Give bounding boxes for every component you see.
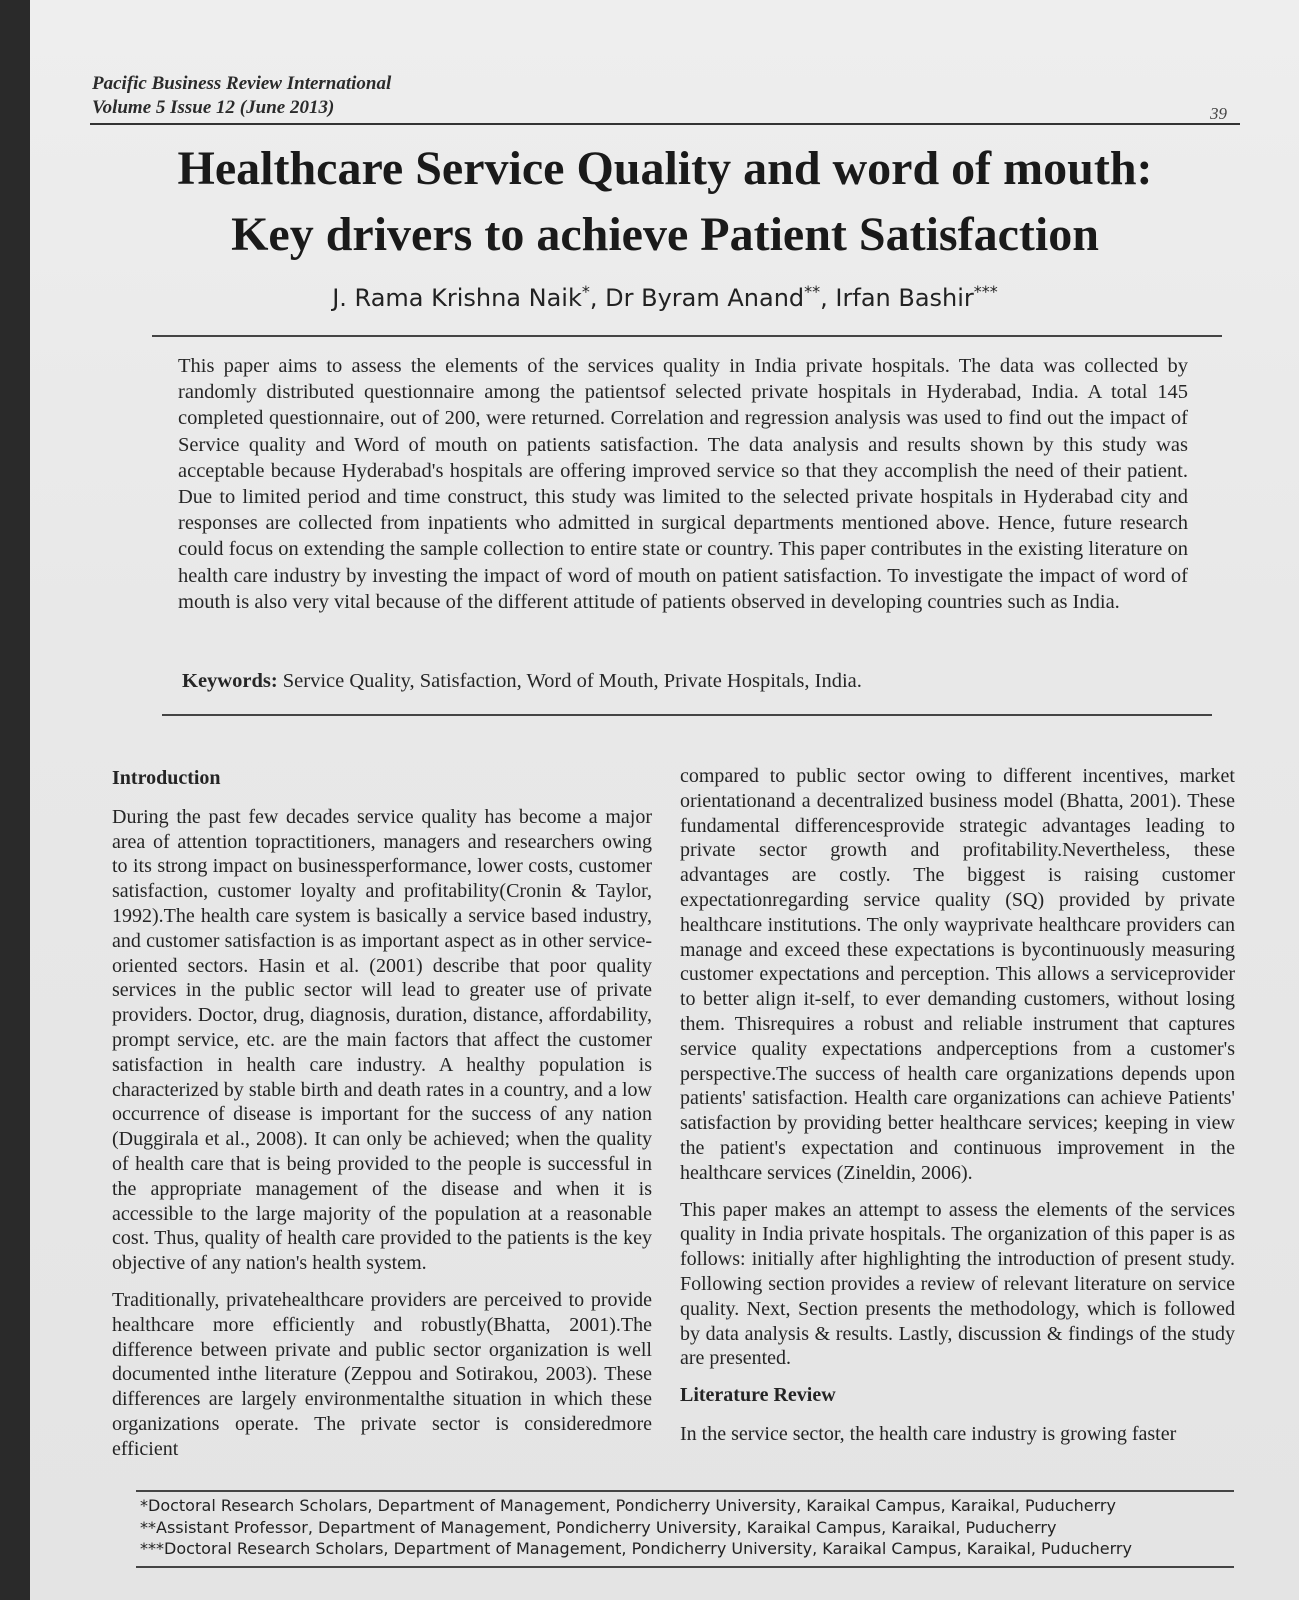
footnote-3: ***Doctoral Research Scholars, Department of Management, Pondicherry University, Karaikal Campus, Karaikal, Puducherry: [140, 1539, 1132, 1558]
title-line-1: Healthcare Service Quality and word of mouth:: [177, 142, 1153, 195]
author-separator: ,: [820, 284, 836, 312]
title-line-2: Key drivers to achieve Patient Satisfaction: [231, 208, 1099, 261]
abstract-top-rule: [152, 335, 1222, 337]
paragraph: Traditionally, privatehealthcare providers are perceived to provide healthcare more efficiently and robustly(Bhatta, 2001).The difference between private and public sector organization is well documented inthe literature (Zeppou and Sotirakou, 2003). These differences are largely environmentalthe situation in which these organizations operate. The private sector is consideredmore efficient: [112, 1288, 652, 1460]
abstract: This paper aims to assess the elements of the services quality in India private hospitals. The data was collected by randomly distributed questionnaire among the patientsof selected private hospitals in Hyderabad, India. A total 145 completed questionnaire, out of 200, were returned. Correlation and regression analysis was used to find out the impact of Service quality and Word of mouth on patients satisfaction. The data analysis and results shown by this study was acceptable because Hyderabad's hospitals are offering improved service so that they accomplish the need of their patient. Due to limited period and time construct, this study was limited to the selected private hospitals in Hyderabad city and responses are collected from inpatients who admitted in surgical departments mentioned above. Hence, future research could focus on extending the sample collection to entire state or country. This paper contributes in the existing literature on health care industry by investing the impact of word of mouth on patient satisfaction. To investigate the impact of word of mouth is also very vital because of the different attitude of patients observed in developing countries such as India.: [178, 355, 1188, 613]
author-2: Dr Byram Anand: [605, 284, 805, 312]
footnote-top-rule: [136, 1490, 1234, 1492]
author-3: Irfan Bashir: [835, 284, 974, 312]
paragraph: In the service sector, the health care industry is growing faster: [680, 1422, 1177, 1445]
paper-title: [90, 136, 1240, 268]
journal-header: [92, 72, 1232, 120]
author-3-mark: ***: [973, 282, 998, 301]
section-heading-literature-review: Literature Review: [680, 1384, 836, 1407]
journal-name: Pacific Business Review International: [92, 73, 392, 94]
author-1: J. Rama Krishna Naik: [332, 284, 582, 312]
author-separator: ,: [589, 284, 606, 312]
author-1-mark: *: [581, 282, 590, 301]
right-column: [680, 764, 1235, 1459]
journal-volume: Volume 5 Issue 12 (June 2013): [92, 97, 335, 118]
keywords-label: Keywords:: [182, 670, 278, 692]
footnote-1: *Doctoral Research Scholars, Department of Management, Pondicherry University, Karaikal Campus, Karaikal, Puducherry: [140, 1496, 1116, 1515]
left-column: [112, 766, 652, 1474]
keywords-text: Service Quality, Satisfaction, Word of Mouth, Private Hospitals, India.: [277, 670, 862, 692]
section-heading-introduction: Introduction: [112, 767, 221, 789]
footnote-2: **Assistant Professor, Department of Management, Pondicherry University, Karaikal Campus, Karaikal, Puducherry: [140, 1517, 1057, 1537]
keywords: [182, 670, 1182, 693]
paper-page: [30, 0, 1299, 1600]
paragraph: This paper makes an attempt to assess the elements of the services quality in India private hospitals. The organization of this paper is as follows: initially after highlighting the introduction of present study. Following section provides a review of relevant literature on service quality. Next, Section presents the methodology, which is followed by data analysis & results. Lastly, discussion & findings of the study are presented.: [680, 1198, 1235, 1370]
page-number: 39: [1210, 104, 1227, 123]
author-list: [90, 282, 1240, 312]
footnotes: [140, 1495, 1240, 1560]
abstract-bottom-rule: [162, 714, 1212, 716]
footnote-bottom-rule: [136, 1566, 1234, 1568]
header-rule: [90, 123, 1240, 125]
author-2-mark: **: [804, 282, 821, 301]
paragraph: compared to public sector owing to different incentives, market orientationand a decentralized business model (Bhatta, 2001). These fundamental differencesprovide strategic advantages leading to private sector growth and profitability.Nevertheless, these advantages are costly. The biggest is raising customer expectationregarding service quality (SQ) provided by private healthcare institutions. The only wayprivate healthcare providers can manage and exceed these expectations is bycontinuously measuring customer expectations and perception. This allows a serviceprovider to better align it-self, to ever demanding customers, without losing them. Thisrequires a robust and reliable instrument that captures service quality expectations andperceptions from a customer's perspective.The success of health care organizations depends upon patients' satisfaction. Health care organizations can achieve Patients' satisfaction by providing better healthcare services; keeping in view the patient's expectation and continuous improvement in the healthcare services (Zineldin, 2006).: [680, 765, 1235, 1184]
paragraph: During the past few decades service quality has become a major area of attention topractitioners, managers and researchers owing to its strong impact on businessperformance, lower costs, customer satisfaction, customer loyalty and profitability(Cronin & Taylor, 1992).The health care system is basically a service based industry, and customer satisfaction is as important aspect as in other service-oriented sectors. Hasin et al. (2001) describe that poor quality services in the public sector will lead to greater use of private providers. Doctor, drug, diagnosis, duration, distance, affordability, prompt service, etc. are the main factors that affect the customer satisfaction in health care industry. A healthy population is characterized by stable birth and death rates in a country, and a low occurrence of disease is important for the success of any nation (Duggirala et al., 2008). It can only be achieved; when the quality of health care that is being provided to the people is successful in the appropriate management of the disease and when it is accessible to the large majority of the population at a reasonable cost. Thus, quality of health care provided to the patients is the key objective of any nation's health system.: [112, 805, 652, 1275]
